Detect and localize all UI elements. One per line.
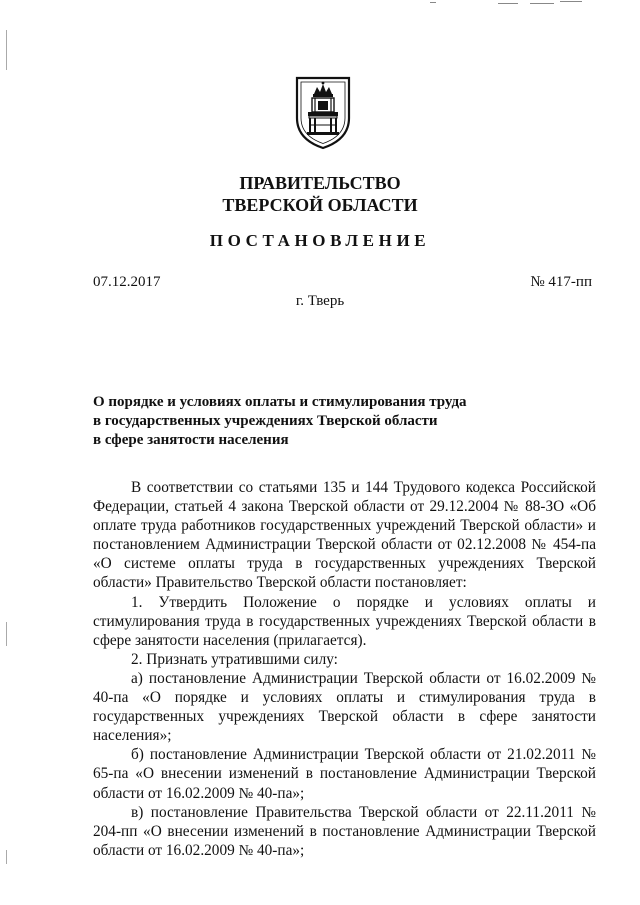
body-paragraph-item-2b: б) постановление Администрации Тверской области от 21.02.2011 № 65-па «О внесении изменений в постановление Администрации Тверской области от 16.02.2009 № 40-па»; [93,746,596,802]
document-title [93,393,513,450]
body-paragraph-item-2c: в) постановление Правительства Тверской области от 22.11.2011 № 204-пп «О внесении изменений в постановление Администрации Тверской области от 16.02.2009 № 40-па»; [93,803,596,859]
body-paragraph-item-1: 1. Утвердить Положение о порядке и условиях оплаты и стимулирования труда в государственных учреждениях Тверской области в сфере занятости населения (прилагается). [93,593,596,649]
body-paragraph-item-2a: а) постановление Администрации Тверской области от 16.02.2009 № 40-па «О порядке и условиях оплаты и стимулирования труда в государственных учреждениях Тверской области в сфере занятости населения»; [93,669,596,745]
document-title-line: в сфере занятости населения [93,432,289,448]
scan-margin-mark [6,30,7,70]
document-body [93,478,596,860]
government-name-line1: ПРАВИТЕЛЬСТВО [239,173,401,193]
scan-margin-mark [6,622,7,646]
scan-margin-mark [6,850,7,864]
government-name-line2: ТВЕРСКОЙ ОБЛАСТИ [222,195,418,215]
scan-specks [430,0,590,6]
body-paragraph-preamble: В соответствии со статьями 135 и 144 Трудового кодекса Российской Федерации, статьей 4 закона Тверской области от 29.12.2004 № 88-ЗО «Об оплате труда работников государственных учреждений Тверской области» и постановлением Администрации Тверской области от 02.12.2008 № 454-па «О системе оплаты труда в государственных учреждениях Тверской области» Правительство Тверской области постановляет: [93,479,596,592]
document-title-line: в государственных учреждениях Тверской области [93,413,438,429]
document-title-line: О порядке и условиях оплаты и стимулирования труда [93,394,467,410]
document-type-heading: ПОСТАНОВЛЕНИЕ [209,231,431,250]
document-date: 07.12.2017 [93,274,161,290]
tver-coat-of-arms-icon [293,74,353,150]
document-city: г. Тверь [295,293,345,309]
body-paragraph-item-2: 2. Признать утратившими силу: [131,650,338,668]
document-number: № 417-пп [530,274,592,290]
